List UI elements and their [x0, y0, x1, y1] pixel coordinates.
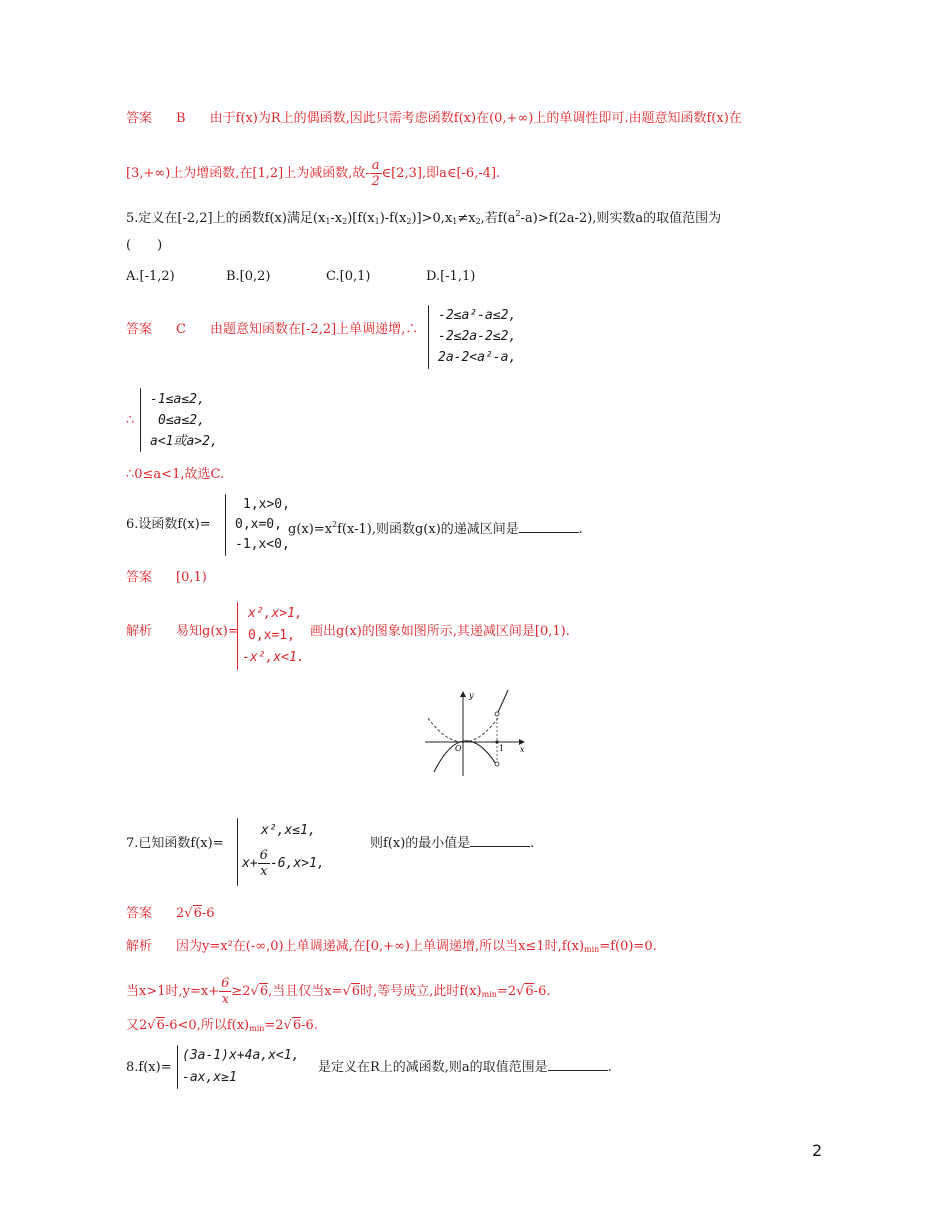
negative-parabola [434, 741, 496, 772]
answer-text: 由于f(x)为R上的偶函数,因此只需考虑函数f(x)在(0,+∞)上的单调性即可.由题意知函数f(x)在 [209, 111, 742, 126]
q7-stem-rest [370, 834, 534, 854]
fraction-numerator: 6 [221, 976, 230, 991]
stem-text: f(x-1),则函数g(x)的递减区间是 [337, 522, 519, 537]
piece-text: x+ [242, 856, 258, 871]
left-brace [428, 305, 429, 369]
analysis-label: 解析 [126, 624, 153, 639]
stem-text: -x [330, 211, 343, 226]
option-d: D.[-1,1) [426, 269, 476, 284]
subscript: min [584, 945, 600, 954]
stem-text: )-f(x [379, 211, 407, 226]
option-b: B.[0,2) [226, 269, 271, 284]
system-row: -1≤a≤2, [150, 392, 205, 407]
analysis-text: -6<0,所以f(x) [164, 1018, 250, 1033]
fraction [219, 976, 231, 1007]
sqrt-symbol: √ [147, 1018, 156, 1033]
q4-answer-line1 [126, 109, 742, 129]
stem-text: . [530, 836, 535, 851]
fraction-numerator: a [371, 158, 380, 173]
superscript: 2 [332, 520, 338, 529]
stem-text: g(x)=x [288, 522, 333, 537]
q7-analysis-line3 [126, 1016, 318, 1039]
fraction-denominator: 2 [371, 174, 380, 189]
q7-analysis-line1 [126, 937, 657, 960]
piece-row: 0,x=0, [235, 517, 282, 532]
q5-answer-line [126, 320, 418, 340]
stem-text: ,若f(a [480, 211, 516, 226]
system-row: 0≤a≤2, [158, 413, 205, 428]
system-row: -2≤2a-2≤2, [438, 329, 517, 344]
q5-paren: ( ) [126, 238, 163, 253]
left-brace [177, 1045, 178, 1089]
stem-text: . [607, 1060, 612, 1075]
analysis-text: =2 [496, 984, 517, 999]
answer-label: 答案 [126, 111, 153, 126]
answer-label: 答案 [126, 322, 153, 337]
answer-text: -6 [201, 906, 215, 921]
positive-parabola [497, 690, 508, 714]
analysis-text: ≥2 [231, 984, 251, 999]
left-brace [140, 388, 141, 452]
answer-label: 答案 [126, 906, 153, 921]
answer-blank[interactable] [548, 1058, 608, 1071]
q5-conclusion: ∴0≤a<1,故选C. [126, 467, 225, 482]
stem-text: ≠x [457, 211, 476, 226]
option-c: C.[0,1) [326, 269, 371, 284]
subscript: 2 [342, 217, 348, 226]
analysis-text: =2 [264, 1018, 284, 1033]
left-brace [237, 602, 238, 670]
fraction-denominator: x [260, 864, 268, 879]
analysis-text: 时,等号成立,此时f(x) [360, 984, 482, 999]
stem-text: -a)>f(2a-2),则实数a的取值范围为 [520, 211, 722, 226]
radicand: 6 [351, 984, 361, 999]
answer-value: [0,1) [176, 570, 207, 585]
answer-blank[interactable] [519, 520, 579, 533]
analysis-label: 解析 [126, 939, 153, 954]
option-a: A.[-1,2) [126, 269, 175, 284]
sqrt-symbol: √ [250, 984, 259, 999]
fraction-denominator: x [221, 992, 229, 1007]
subscript: min [249, 1024, 265, 1033]
left-brace [237, 818, 238, 886]
stem-text: . [578, 522, 583, 537]
stem-text: )]>0,x [411, 211, 453, 226]
piece-row: x²,x>1, [248, 606, 303, 621]
q4-answer-line2 [126, 158, 500, 189]
left-brace [225, 494, 226, 556]
stem-text: 则f(x)的最小值是 [370, 836, 471, 851]
q6-stem-prefix: 6.设函数f(x)= [126, 517, 211, 532]
system-row: a<1或a>2, [150, 434, 218, 449]
analysis-text: -6. [533, 984, 551, 999]
page-number: 2 [812, 1141, 823, 1160]
sqrt-symbol: √ [184, 906, 193, 921]
piece-row: 1,x>0, [243, 497, 290, 512]
q6-answer [126, 568, 207, 588]
answer-text: 由题意知函数在[-2,2]上单调递增,∴ [209, 322, 419, 337]
piece-row [242, 848, 325, 879]
answer-choice: C [176, 322, 186, 337]
system-row: 2a-2<a²-a, [438, 350, 517, 365]
subscript: 2 [406, 217, 412, 226]
open-point [495, 762, 499, 766]
piece-text: -6,x>1, [269, 856, 325, 871]
q7-stem-prefix: 7.已知函数f(x)= [126, 836, 224, 851]
analysis-text: -6. [301, 1018, 318, 1033]
sqrt-symbol: √ [283, 1018, 292, 1033]
q8-stem-rest [318, 1058, 612, 1078]
subscript: 2 [475, 217, 481, 226]
sqrt-symbol: √ [342, 984, 351, 999]
x-label: x [520, 745, 525, 754]
q6-stem-rest [288, 515, 583, 540]
q5-options [126, 267, 526, 287]
piece-row: (3a-1)x+4a,x<1, [182, 1048, 300, 1063]
subscript: 1 [374, 217, 380, 226]
fraction [370, 158, 382, 189]
therefore-symbol: ∴ [126, 413, 135, 428]
q7-analysis-line2 [126, 976, 550, 1007]
system-row: -2≤a²-a≤2, [438, 308, 517, 323]
analysis-text: ,当且仅当x= [268, 984, 343, 999]
q6-analysis-prefix [126, 622, 239, 642]
stem-text: 是定义在R上的减函数,则a的取值范围是 [318, 1060, 548, 1075]
fraction [258, 848, 270, 879]
answer-blank[interactable] [470, 834, 530, 847]
piece-row: -1,x<0, [235, 537, 290, 552]
open-point [495, 712, 499, 716]
piece-row: -x²,x<1. [242, 650, 305, 665]
superscript: 2 [515, 209, 521, 218]
stem-text: 5.定义在[-2,2]上的函数f(x)满足(x [126, 211, 326, 226]
subscript: 1 [325, 217, 331, 226]
piece-row: -ax,x≥1 [182, 1070, 237, 1085]
answer-choice: B [176, 111, 186, 126]
analysis-text: 当x>1时,y=x+ [126, 984, 220, 999]
radicand: 6 [193, 906, 202, 921]
radicand: 6 [525, 984, 534, 999]
answer-text: ∈[2,3],即a∈[-6,-4]. [381, 166, 501, 181]
radicand: 6 [292, 1018, 302, 1033]
answer-label: 答案 [126, 570, 153, 585]
subscript: 1 [452, 217, 458, 226]
q7-answer [126, 904, 215, 924]
q8-stem-prefix: 8.f(x)= [126, 1060, 172, 1075]
piece-row: x²,x≤1, [261, 823, 316, 838]
piece-row: 0,x=1, [248, 628, 295, 643]
answer-text: [3,+∞)上为增函数,在[1,2]上为减函数,故- [126, 166, 370, 181]
radicand: 6 [156, 1018, 165, 1033]
analysis-text: 易知g(x)= [176, 624, 239, 639]
analysis-text: 又2 [126, 1018, 148, 1033]
fraction-numerator: 6 [259, 848, 268, 863]
q6-analysis-rest: 画出g(x)的图象如图所示,其递减区间是[0,1). [310, 624, 570, 639]
origin-label: O [455, 744, 462, 753]
y-label: y [469, 691, 474, 700]
stem-text: )[f(x [347, 211, 375, 226]
answer-text: 2 [176, 906, 185, 921]
q5-stem [126, 204, 721, 232]
one-label: 1 [499, 744, 505, 753]
subscript: min [481, 990, 497, 999]
radicand: 6 [259, 984, 269, 999]
sqrt-symbol: √ [516, 984, 525, 999]
analysis-text: =f(0)=0. [599, 939, 657, 954]
analysis-text: 因为y=x²在(-∞,0)上单调递减,在[0,+∞)上单调递增,所以当x≤1时,f(x) [176, 939, 585, 954]
q6-graph [420, 688, 540, 780]
